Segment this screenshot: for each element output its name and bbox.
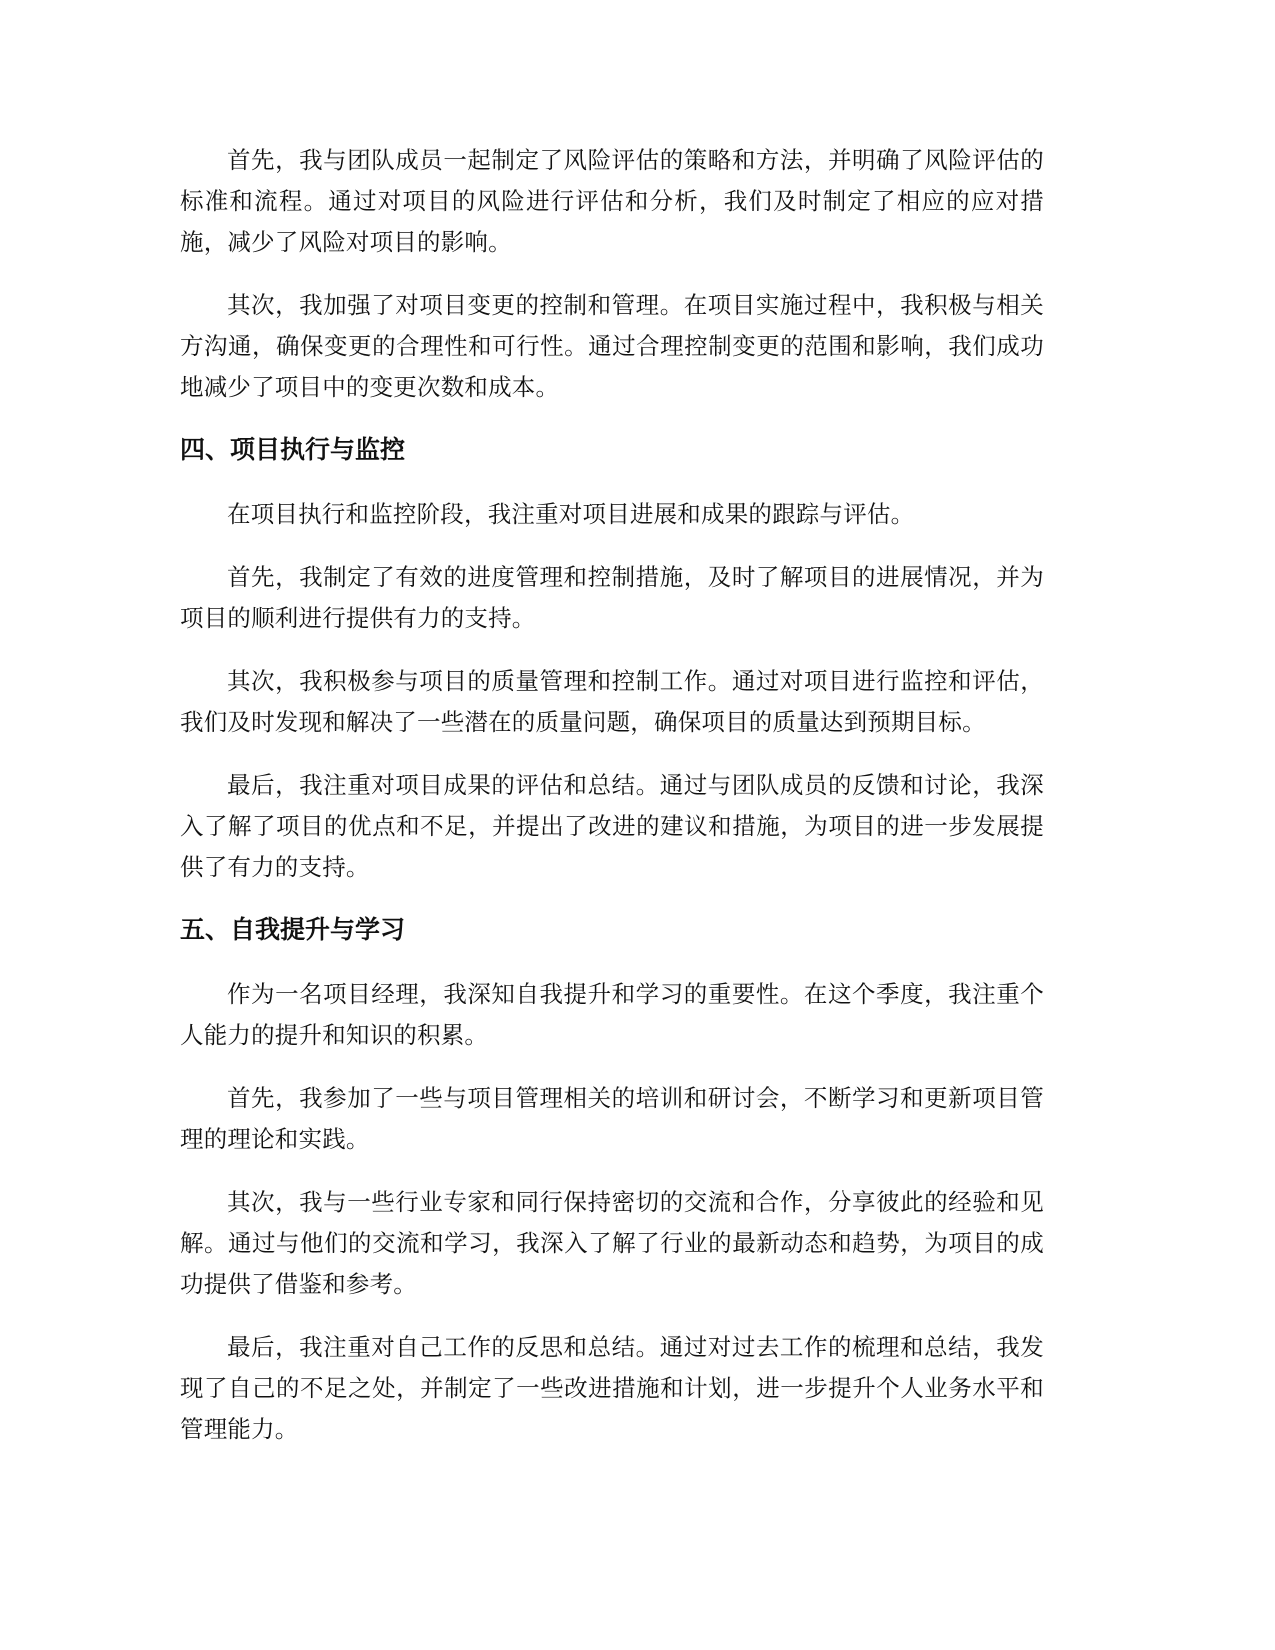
paragraph: 首先，我制定了有效的进度管理和控制措施，及时了解项目的进展情况，并为项目的顺利进行提供有力的支持。 <box>180 563 1044 632</box>
paragraph: 其次，我加强了对项目变更的控制和管理。在项目实施过程中，我积极与相关方沟通，确保变更的合理性和可行性。通过合理控制变更的范围和影响，我们成功地减少了项目中的变更次数和成本。 <box>180 291 1044 401</box>
document-page <box>180 140 1044 1472</box>
paragraph: 在项目执行和监控阶段，我注重对项目进展和成果的跟踪与评估。 <box>227 500 915 528</box>
paragraph: 最后，我注重对自己工作的反思和总结。通过对过去工作的梳理和总结，我发现了自己的不足之处，并制定了一些改进措施和计划，进一步提升个人业务水平和管理能力。 <box>180 1333 1044 1443</box>
section-heading: 四、项目执行与监控 <box>180 435 406 464</box>
section-heading: 五、自我提升与学习 <box>180 915 406 944</box>
paragraph: 首先，我参加了一些与项目管理相关的培训和研讨会，不断学习和更新项目管理的理论和实践。 <box>180 1084 1044 1153</box>
paragraph: 其次，我与一些行业专家和同行保持密切的交流和合作，分享彼此的经验和见解。通过与他们的交流和学习，我深入了解了行业的最新动态和趋势，为项目的成功提供了借鉴和参考。 <box>180 1188 1044 1298</box>
paragraph: 最后，我注重对项目成果的评估和总结。通过与团队成员的反馈和讨论，我深入了解了项目的优点和不足，并提出了改进的建议和措施，为项目的进一步发展提供了有力的支持。 <box>180 771 1044 881</box>
paragraph: 首先，我与团队成员一起制定了风险评估的策略和方法，并明确了风险评估的标准和流程。通过对项目的风险进行评估和分析，我们及时制定了相应的应对措施，减少了风险对项目的影响。 <box>180 146 1044 256</box>
paragraph: 其次，我积极参与项目的质量管理和控制工作。通过对项目进行监控和评估，我们及时发现和解决了一些潜在的质量问题，确保项目的质量达到预期目标。 <box>180 667 1044 736</box>
paragraph: 作为一名项目经理，我深知自我提升和学习的重要性。在这个季度，我注重个人能力的提升和知识的积累。 <box>180 980 1044 1049</box>
